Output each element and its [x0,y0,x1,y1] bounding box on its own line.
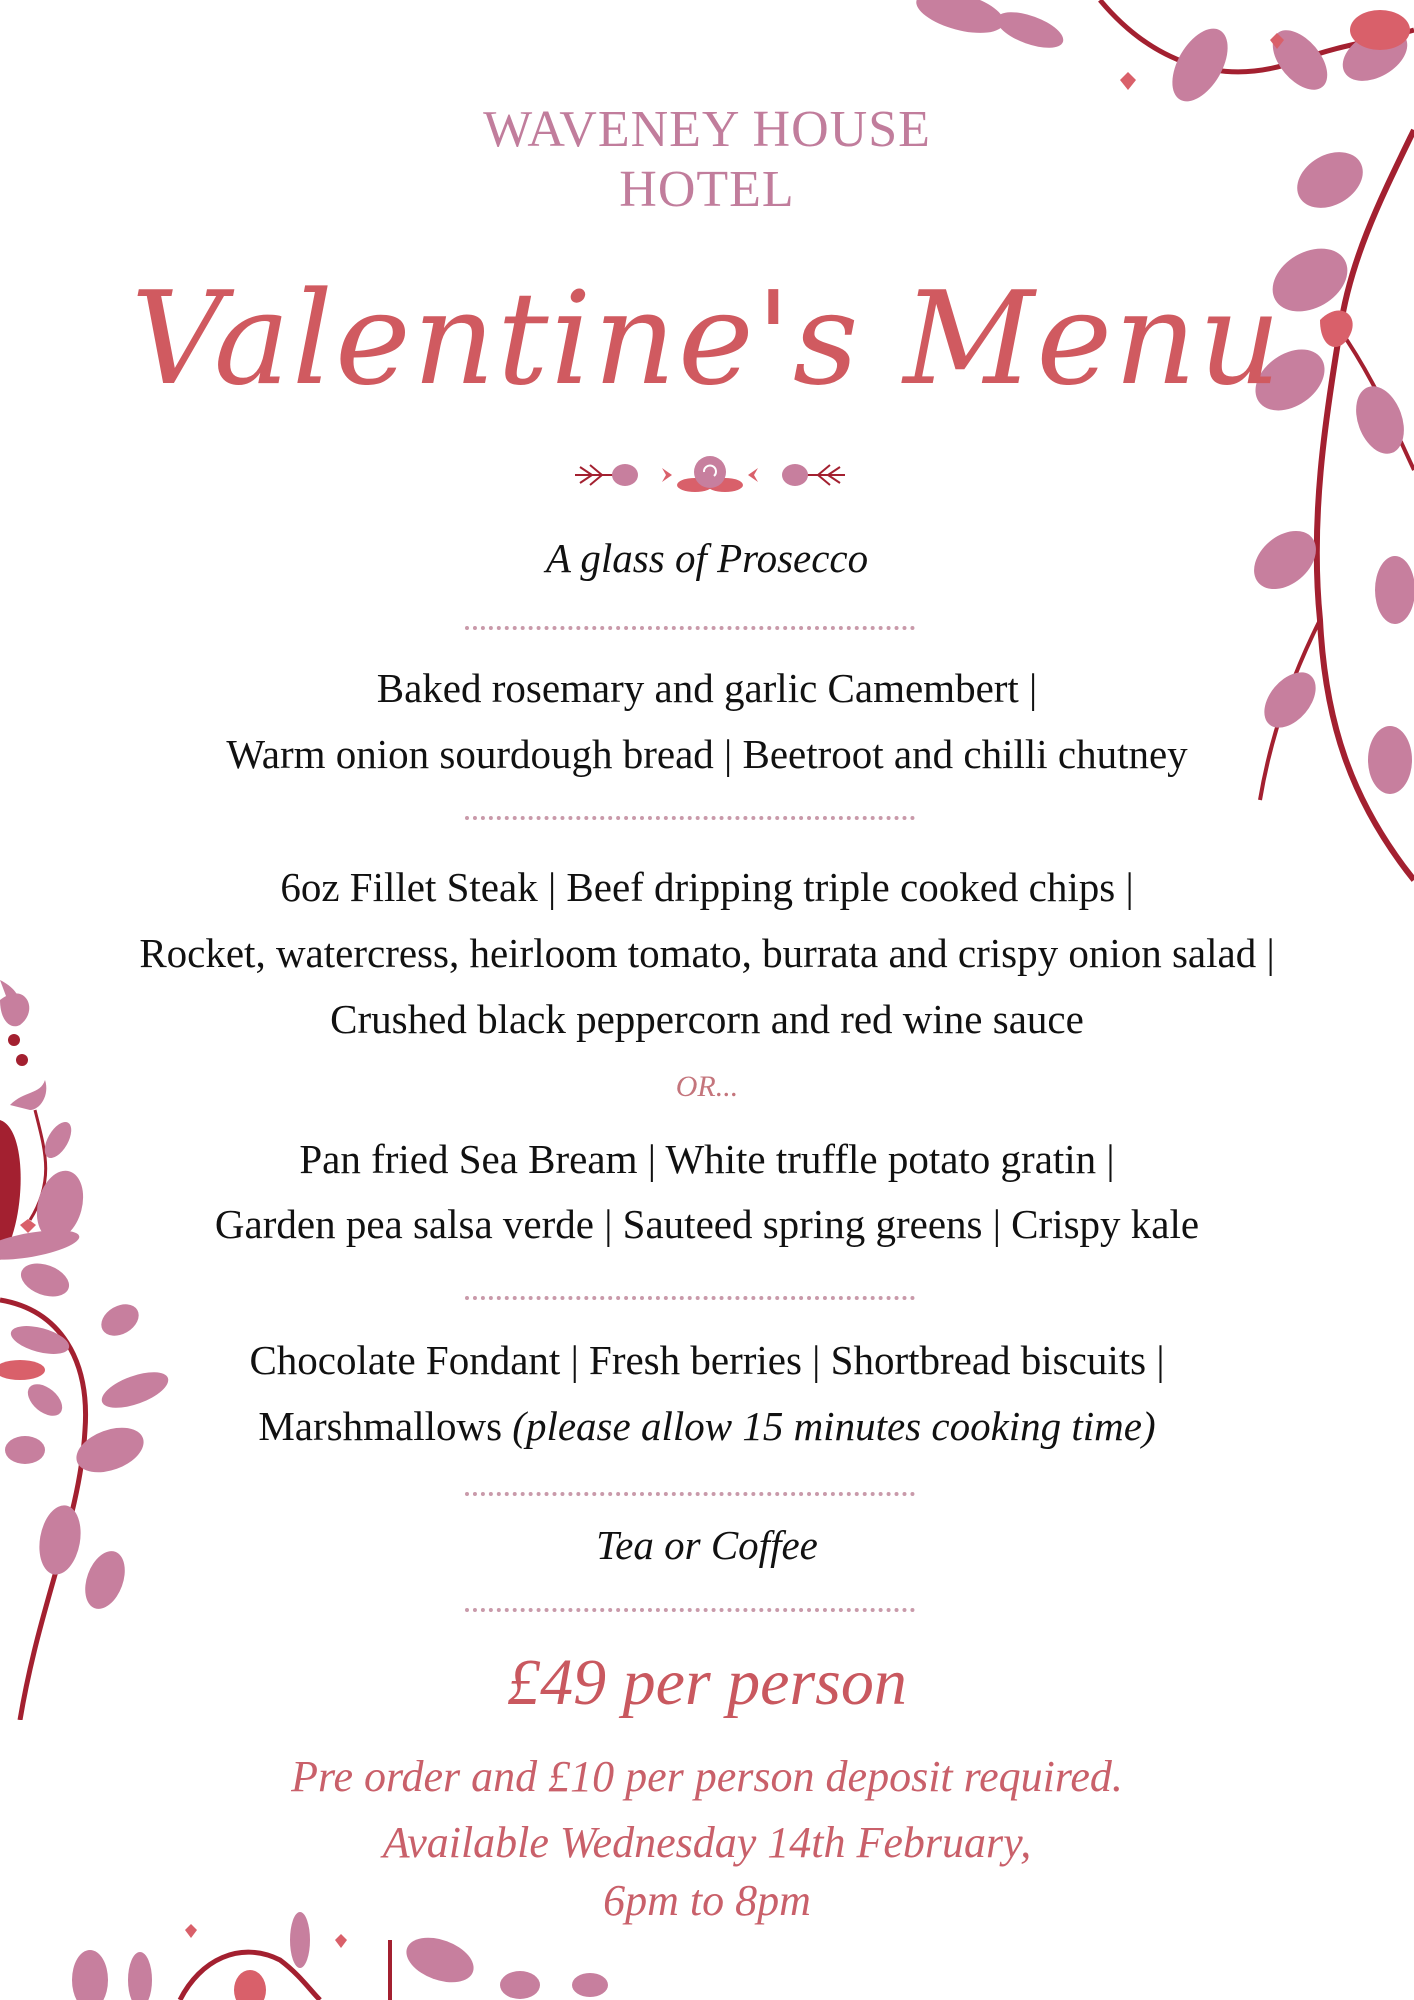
menu-title: Valentine's Menu [131,265,1283,414]
starter-line-2: Warm onion sourdough bread | Beetroot and chilli chutney [226,731,1188,777]
section-divider [465,816,915,820]
availability-date: Available Wednesday 14th February, [382,1818,1032,1867]
dessert-cooking-note: (please allow 15 minutes cooking time) [512,1403,1156,1449]
hotel-name-line2: HOTEL [619,161,795,218]
main-option-1-line-2: Rocket, watercress, heirloom tomato, burrata and crispy onion salad | [139,930,1275,976]
section-divider [465,626,915,630]
deposit-note: Pre order and £10 per person deposit required. [291,1752,1123,1801]
main-option-2-line-2: Garden pea salsa verde | Sauteed spring greens | Crispy kale [214,1201,1200,1247]
drinks: Tea or Coffee [596,1522,818,1568]
welcome-drink: A glass of Prosecco [545,535,869,581]
section-divider [465,1492,915,1496]
dessert-line-2 [0,1393,1414,1459]
or-separator: OR... [675,1070,739,1103]
rose-ornament-icon [570,452,850,498]
price: £49 per person [507,1646,907,1719]
section-divider [465,1296,915,1300]
main-option-2-line-1: Pan fried Sea Bream | White truffle potato gratin | [299,1136,1115,1182]
dessert-line-2-main: Marshmallows [258,1403,513,1449]
starter-line-1: Baked rosemary and garlic Camembert | [376,665,1038,711]
section-divider [465,1608,915,1612]
main-option-1-line-1: 6oz Fillet Steak | Beef dripping triple cooked chips | [280,864,1134,910]
hotel-name-line1: WAVENEY HOUSE [483,101,931,158]
availability-time: 6pm to 8pm [603,1876,811,1925]
main-option-1-line-3: Crushed black peppercorn and red wine sauce [330,996,1084,1042]
dessert-line-1: Chocolate Fondant | Fresh berries | Shortbread biscuits | [249,1337,1165,1383]
